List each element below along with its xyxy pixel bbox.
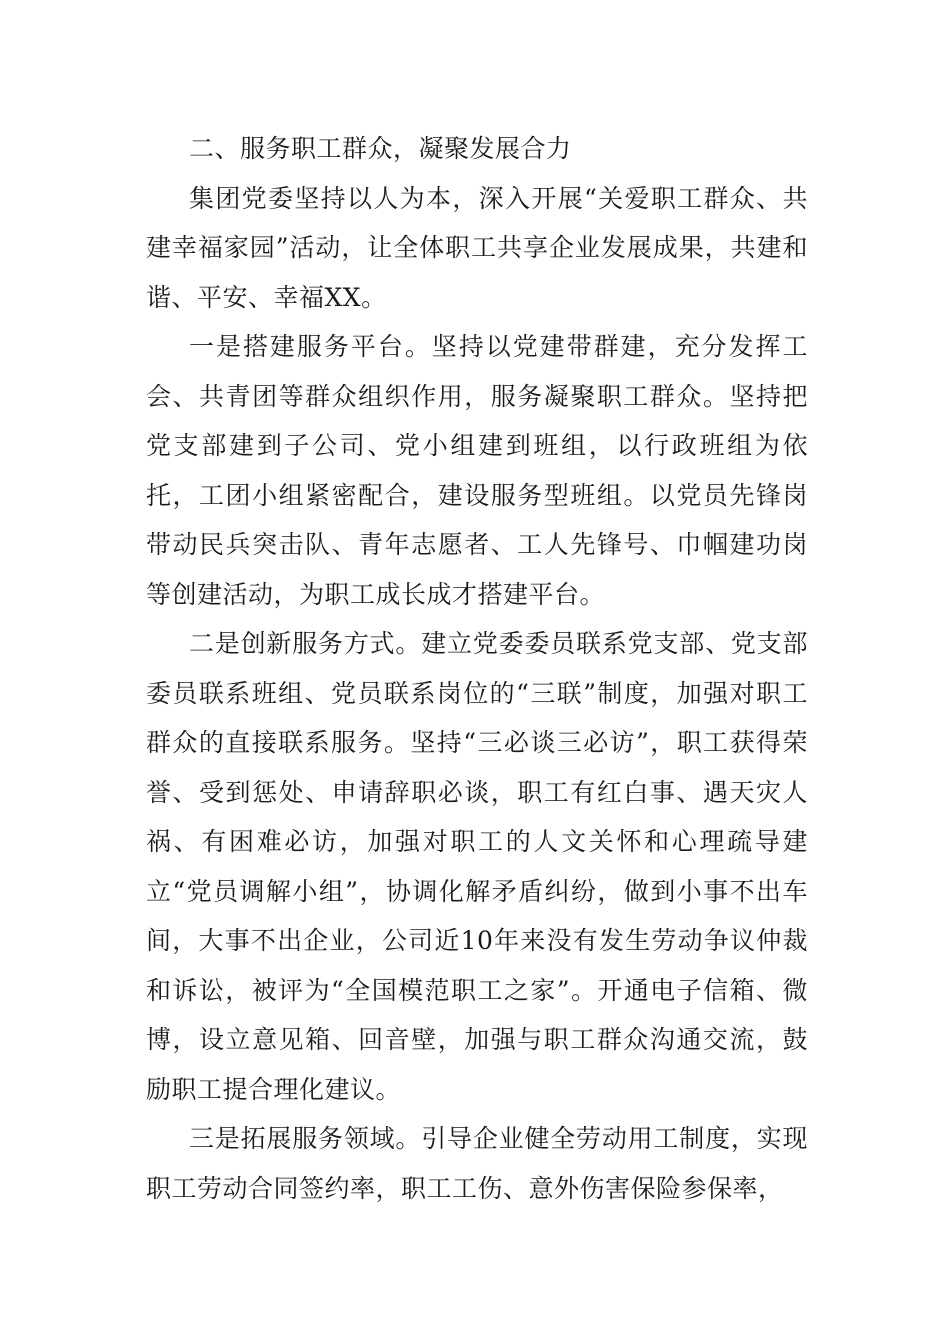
document-body <box>146 124 808 1213</box>
paragraph-service-method: 二是创新服务方式。建立党委委员联系党支部、党支部委员联系班组、党员联系岗位的“三联”制度，加强对职工群众的直接联系服务。坚持“三必谈三必访”，职工获得荣誉、受到惩处、申请辞职必谈，职工有红白事、遇天灾人祸、有困难必访，加强对职工的人文关怀和心理疏导建立“党员调解小组”，协调化解矛盾纠纷，做到小事不出车间，大事不出企业，公司近10年来没有发生劳动争议仲裁和诉讼，被评为“全国模范职工之家”。开通电子信箱、微博，设立意见箱、回音壁，加强与职工群众沟通交流，鼓励职工提合理化建议。 <box>146 629 808 1104</box>
paragraph-intro: 集团党委坚持以人为本，深入开展“关爱职工群众、共建幸福家园”活动，让全体职工共享企业发展成果，共建和谐、平安、幸福XX。 <box>146 183 808 312</box>
section-heading: 二、服务职工群众，凝聚发展合力 <box>189 134 572 163</box>
paragraph-service-field: 三是拓展服务领域。引导企业健全劳动用工制度，实现职工劳动合同签约率，职工工伤、意外伤害保险参保率， <box>146 1124 808 1203</box>
paragraph-service-platform: 一是搭建服务平台。坚持以党建带群建，充分发挥工会、共青团等群众组织作用，服务凝聚职工群众。坚持把党支部建到子公司、党小组建到班组，以行政班组为依托，工团小组紧密配合，建设服务型班组。以党员先锋岗带动民兵突击队、青年志愿者、工人先锋号、巾帼建功岗等创建活动，为职工成长成才搭建平台。 <box>146 332 808 609</box>
